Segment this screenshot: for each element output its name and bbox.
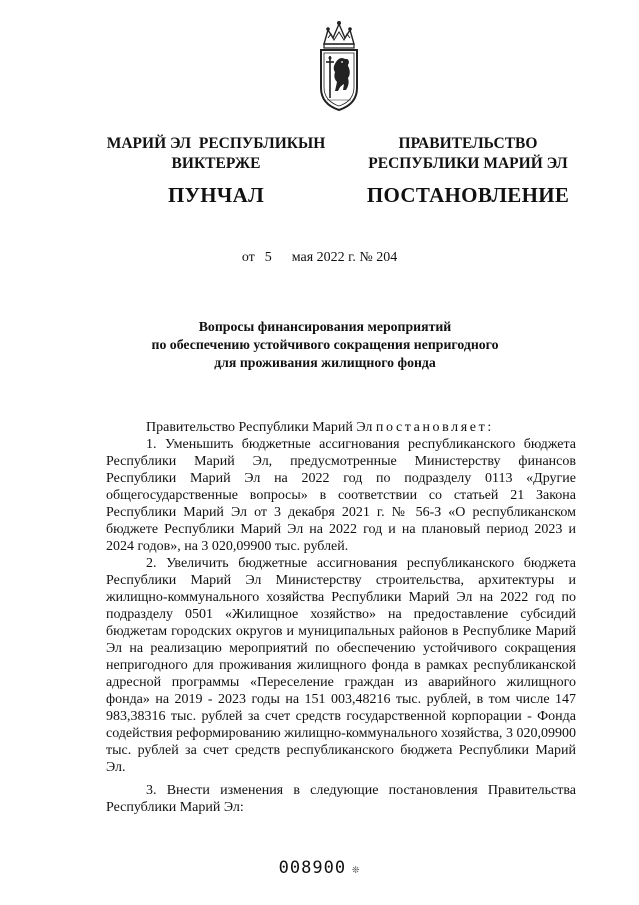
coat-of-arms-emblem — [316, 18, 362, 112]
title-line3: для проживания жилищного фонда — [214, 355, 436, 370]
body-intro — [106, 419, 576, 436]
header-right-line1: ПРАВИТЕЛЬСТВО — [398, 135, 538, 152]
header-left-line1: МАРИЙ ЭЛ РЕСПУБЛИКЫН — [106, 135, 326, 152]
serial-mark-icon: ❊ — [352, 862, 361, 876]
header-left-line2: ВИКТЕРЖЕ — [171, 155, 261, 172]
header-left-doc-type: ПУНЧАЛ — [167, 183, 265, 207]
serial-value: 008900 — [278, 858, 347, 878]
header-right-line2: РЕСПУБЛИКИ МАРИЙ ЭЛ — [368, 155, 568, 172]
document-date — [0, 250, 639, 266]
date-prefix: от — [241, 250, 255, 265]
intro-decrees: постановляет: — [375, 420, 494, 435]
body-paragraph-1: 1. Уменьшить бюджетные ассигнования республиканского бюджета Республики Марий Эл, предусмотренные Министерству финансов Республики Марий Эл на 2022 год по подразделу 0113 «Другие общегосударственные вопросы» в соответствии со статьей 21 Закона Республики Марий Эл от 3 декабря 2021 г. № 56-З «О республиканском бюджете Республики Марий Эл на 2022 год и на плановый период 2023 и 2024 годов», на 3 020,09900 тыс. рублей. — [106, 437, 576, 554]
header-left — [98, 134, 334, 208]
date-day: 5 — [264, 250, 272, 265]
body-paragraph-3: 3. Внести изменения в следующие постановления Правительства Республики Марий Эл: — [106, 783, 576, 815]
header-right-doc-type: ПОСТАНОВЛЕНИЕ — [366, 183, 570, 207]
intro-government: Правительство Республики Марий Эл — [146, 420, 373, 435]
document-body — [106, 419, 576, 816]
date-rest: мая 2022 г. № 204 — [291, 250, 398, 265]
title-line1: Вопросы финансирования мероприятий — [198, 319, 452, 334]
document-title — [110, 318, 540, 372]
serial-number — [0, 858, 639, 878]
body-paragraph-2: 2. Увеличить бюджетные ассигнования республиканского бюджета Республики Марий Эл Министерству строительства, архитектуры и жилищно-коммунального хозяйства Республики Марий Эл на 2022 год по подразделу 0501 «Жилищное хозяйство» на предоставление субсидий бюджетам городских округов и муниципальных районов в Республике Марий Эл на реализацию мероприятий по обеспечению устойчивого сокращения непригодного для проживания жилищного фонда в рамках республиканской адресной программы «Переселение граждан из аварийного жилищного фонда» на 2019 - 2023 годы на 151 003,48216 тыс. рублей, в том числе 147 983,38316 тыс. рублей за счет средств государственной корпорации - Фонда содействия реформированию жилищно-коммунального хозяйства, 3 020,09900 тыс. рублей за счет средств республиканского бюджета Республики Марий Эл. — [106, 556, 576, 775]
header-right — [350, 134, 586, 208]
title-line2: по обеспечению устойчивого сокращения непригодного — [151, 337, 499, 352]
